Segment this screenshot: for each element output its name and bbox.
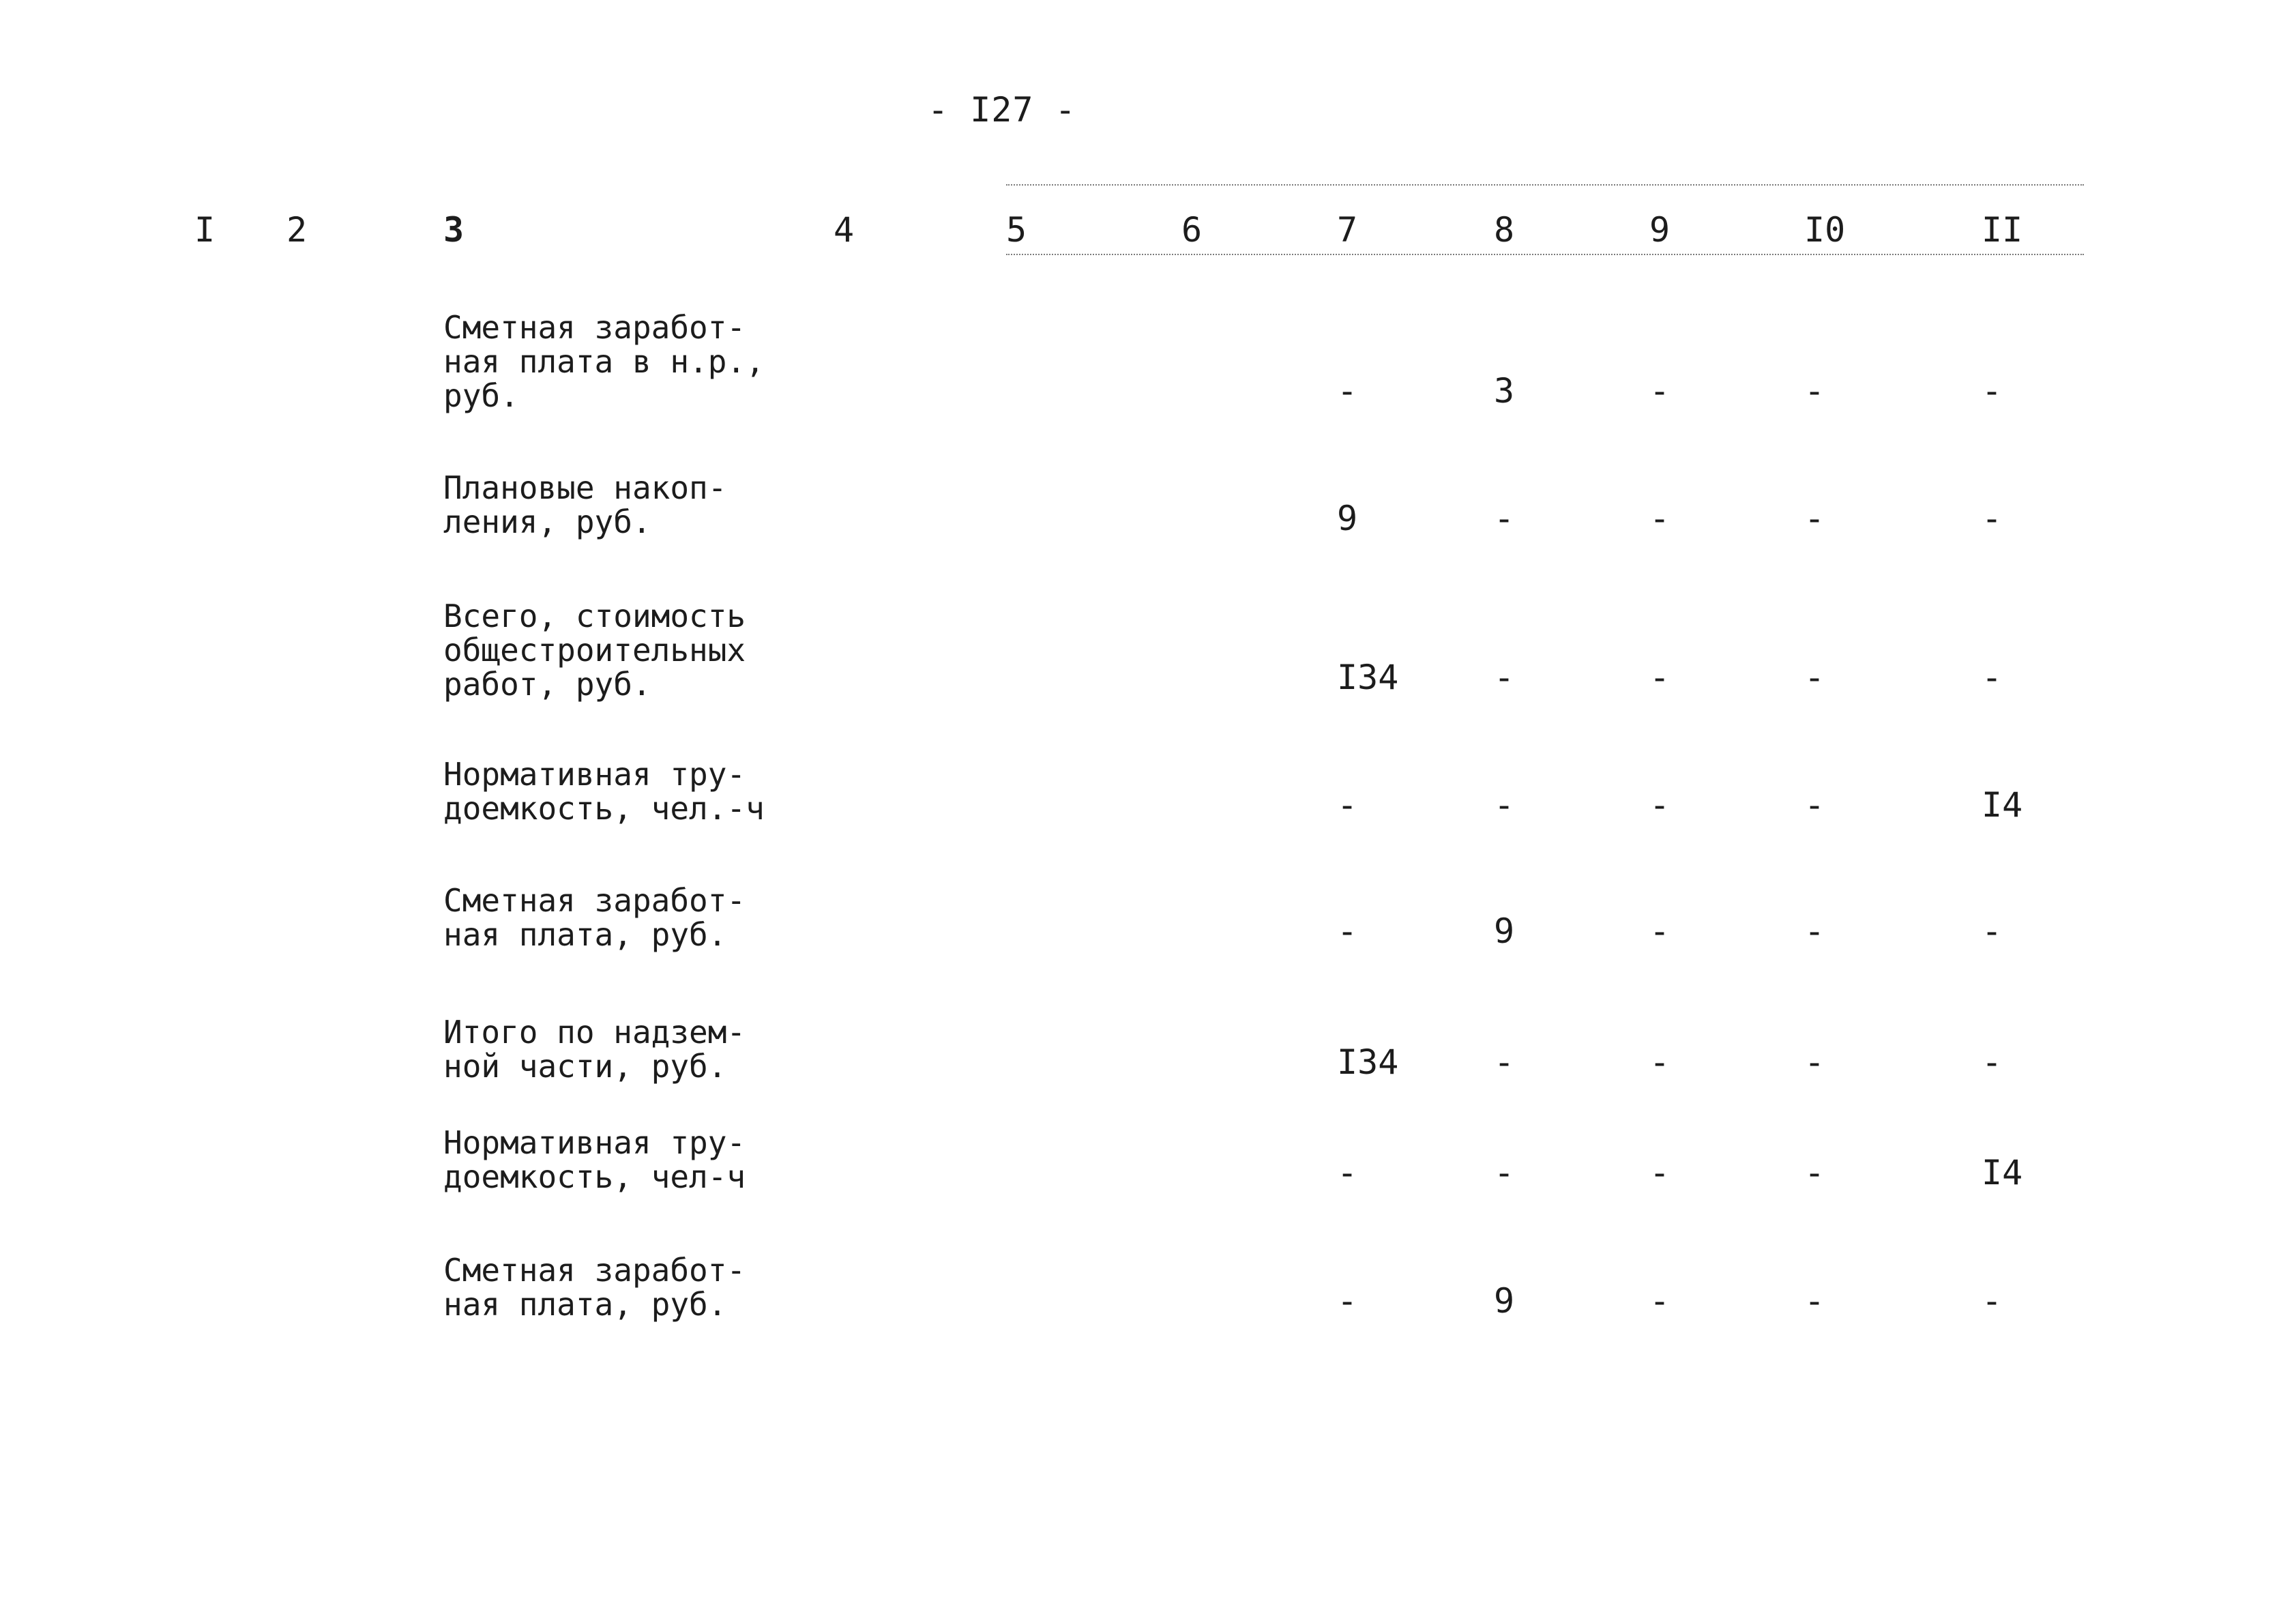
row-label-line: ная плата, руб. xyxy=(443,1286,727,1323)
row-label-line: Всего, стоимость xyxy=(443,598,746,634)
table-cell: - xyxy=(1337,1153,1358,1192)
column-header-9: 9 xyxy=(1649,210,1671,250)
row-label-line: Сметная заработ- xyxy=(443,309,746,346)
header-rule-top xyxy=(1006,184,2084,186)
table-cell: - xyxy=(1649,371,1671,411)
column-header-11: II xyxy=(1982,210,2023,250)
table-cell: - xyxy=(1982,1042,2003,1082)
table-cell: 9 xyxy=(1337,499,1358,538)
column-header-6: 6 xyxy=(1181,210,1203,250)
row-label-line: доемкость, чел.-ч xyxy=(443,790,765,827)
row-label-line: ной части, руб. xyxy=(443,1048,727,1085)
table-cell: - xyxy=(1494,1042,1515,1082)
table-cell: - xyxy=(1804,371,1825,411)
row-label xyxy=(443,1126,798,1194)
row-label xyxy=(443,599,798,701)
column-header-3: 3 xyxy=(443,210,465,250)
row-label-line: Нормативная тру- xyxy=(443,756,746,793)
row-label xyxy=(443,757,798,825)
row-label-line: общестроительных xyxy=(443,632,746,669)
table-cell: - xyxy=(1494,499,1515,538)
table-cell: - xyxy=(1982,1281,2003,1321)
column-header-5: 5 xyxy=(1006,210,1027,250)
table-cell: - xyxy=(1649,1281,1671,1321)
table-cell: - xyxy=(1494,658,1515,697)
table-cell: I4 xyxy=(1982,785,2023,825)
row-label-line: ная плата в н.р., xyxy=(443,343,765,380)
row-label xyxy=(443,883,798,952)
row-label-line: Сметная заработ- xyxy=(443,882,746,919)
row-label-line: ная плата, руб. xyxy=(443,916,727,953)
table-cell: - xyxy=(1494,785,1515,825)
column-header-8: 8 xyxy=(1494,210,1515,250)
table-cell: - xyxy=(1649,911,1671,951)
table-cell: I4 xyxy=(1982,1153,2023,1192)
row-label-line: работ, руб. xyxy=(443,666,651,703)
table-cell: - xyxy=(1649,1042,1671,1082)
table-cell: - xyxy=(1804,911,1825,951)
table-cell: - xyxy=(1804,658,1825,697)
row-label-line: ления, руб. xyxy=(443,503,651,540)
table-cell: 3 xyxy=(1494,371,1515,411)
table-cell: - xyxy=(1982,499,2003,538)
table-cell: - xyxy=(1649,658,1671,697)
table-cell: - xyxy=(1649,785,1671,825)
table-cell: 9 xyxy=(1494,911,1515,951)
table-cell: - xyxy=(1337,371,1358,411)
table-cell: - xyxy=(1494,1153,1515,1192)
table-cell: - xyxy=(1982,658,2003,697)
table-cell: I34 xyxy=(1337,1042,1399,1082)
table-cell: - xyxy=(1804,1042,1825,1082)
row-label xyxy=(443,1015,798,1083)
table-cell: - xyxy=(1804,785,1825,825)
row-label-line: Нормативная тру- xyxy=(443,1124,746,1161)
table-cell: I34 xyxy=(1337,658,1399,697)
table-cell: - xyxy=(1804,1153,1825,1192)
table-cell: - xyxy=(1649,499,1671,538)
column-header-1: I xyxy=(194,210,216,250)
column-header-10: I0 xyxy=(1804,210,1846,250)
row-label xyxy=(443,310,798,413)
column-header-4: 4 xyxy=(834,210,855,250)
header-rule-bottom xyxy=(1006,254,2084,255)
table-cell: - xyxy=(1337,785,1358,825)
column-header-2: 2 xyxy=(286,210,308,250)
row-label xyxy=(443,1253,798,1321)
row-label-line: Плановые накоп- xyxy=(443,469,727,506)
table-cell: - xyxy=(1982,911,2003,951)
table-cell: - xyxy=(1982,371,2003,411)
table-cell: - xyxy=(1804,1281,1825,1321)
column-header-7: 7 xyxy=(1337,210,1358,250)
table-cell: - xyxy=(1649,1153,1671,1192)
row-label-line: Сметная заработ- xyxy=(443,1252,746,1289)
row-label-line: доемкость, чел-ч xyxy=(443,1158,746,1195)
table-cell: - xyxy=(1337,911,1358,951)
table-cell: 9 xyxy=(1494,1281,1515,1321)
row-label-line: Итого по надзем- xyxy=(443,1014,746,1051)
row-label-line: руб. xyxy=(443,377,519,414)
row-label xyxy=(443,471,798,539)
table-cell: - xyxy=(1337,1281,1358,1321)
table-cell: - xyxy=(1804,499,1825,538)
page-number: - I27 - xyxy=(928,90,1076,130)
